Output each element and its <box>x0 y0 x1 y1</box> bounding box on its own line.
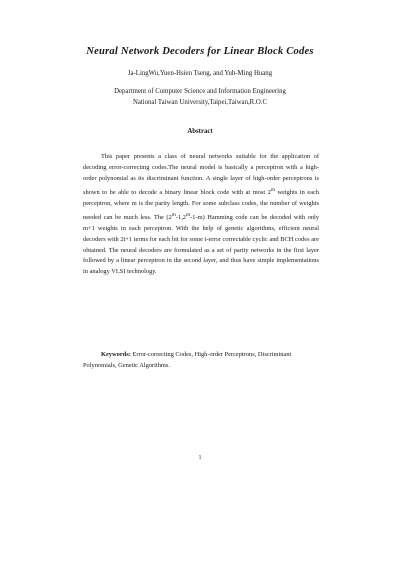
abstract-superscript: m <box>186 211 191 218</box>
abstract-superscript: m <box>171 211 176 218</box>
abstract-body <box>83 152 319 278</box>
page-number: 1 <box>198 455 202 461</box>
keywords-text: Error-correcting Codes, High-order Perceptrons, Discriminant Polynomials, Genetic Algorithms. <box>83 351 292 369</box>
paper-title: Neural Network Decoders for Linear Block Codes <box>86 46 314 57</box>
abstract-text: -1,2 <box>175 213 187 221</box>
abstract-text: This paper presents a class of neural networks suitable for the application of decoding error-correcting codes.The neural model is basically a perceptron with a high-order polynomial as its discriminant function. A single layer of high-order perceptrons is shown to be able to decode a binary linear block code with at most 2 <box>83 153 319 196</box>
keywords-section <box>83 350 319 372</box>
affiliation-university: National Taiwan University,Taipei,Taiwan,R.O.C <box>132 99 268 106</box>
affiliation-department: Department of Computer Science and Information Engineering <box>114 88 286 95</box>
abstract-text: -1-m) Hamming code can be decoded with only m+1 weights in each perceptron. With the help of genetic algorithms, efficient neural decoders with 2t+1 terms for each bit for some t-error correctable cyclic and BCH codes are obtained. The neural decoders are formulated as a set of parity networks in the first layer followed by a linear perceptron in the second layer, and thus have simple implementations in analogy VLSI technology. <box>83 213 319 276</box>
abstract-superscript: m <box>270 186 275 193</box>
author-list: Ja-LingWu,Yuen-Hsien Tseng, and Yuh-Ming Huang <box>127 70 273 77</box>
abstract-text: weights in each perceptron, where m is the parity length. For some subclass codes, the number of weights needed can be much less. The (2 <box>83 188 319 221</box>
keywords-label: Keywords: <box>101 351 131 358</box>
abstract-heading: Abstract <box>187 128 213 135</box>
